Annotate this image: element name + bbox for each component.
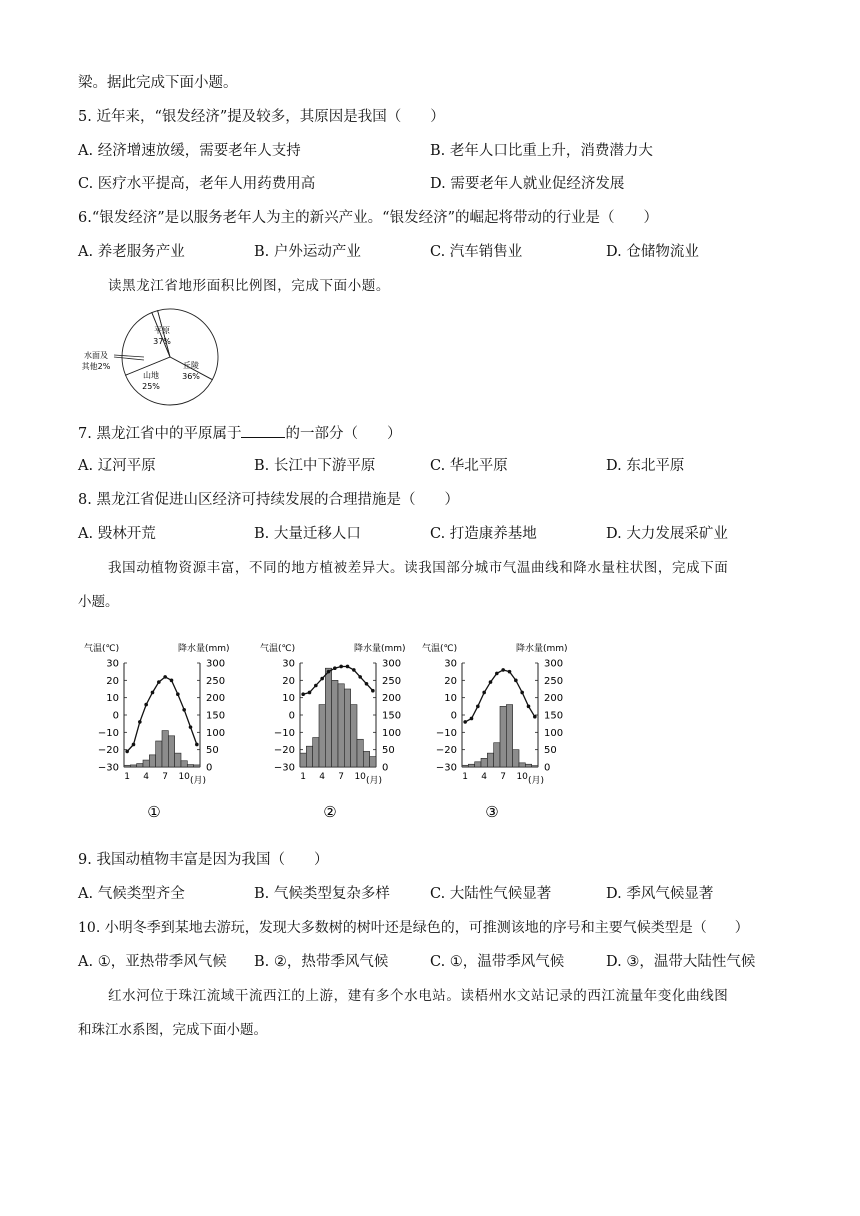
temperature-point <box>320 677 324 681</box>
climate-charts <box>78 635 598 825</box>
precipitation-bar <box>149 755 155 767</box>
left-tick-label: −30 <box>273 762 295 774</box>
precipitation-bar <box>487 753 493 767</box>
left-tick-label: −10 <box>435 727 457 739</box>
temperature-point <box>151 691 155 695</box>
x-tick-label: 7 <box>162 772 169 782</box>
q6-option-b: B. 户外运动产业 <box>254 244 361 260</box>
precipitation-bar <box>168 736 174 767</box>
river-intro-2: 和珠江水系图，完成下面小题。 <box>78 1022 267 1038</box>
temperature-point <box>527 705 531 709</box>
right-tick-label: 0 <box>544 762 551 774</box>
temperature-point <box>533 715 537 719</box>
right-axis-title: 降水量(mm) <box>178 644 230 654</box>
q9-option-c: C. 大陆性气候显著 <box>430 886 552 902</box>
temperature-point <box>308 691 312 695</box>
pie-label-mountains: 山地 <box>143 371 159 380</box>
right-tick-label: 150 <box>206 710 226 722</box>
x-axis-title: (月) <box>190 776 207 786</box>
q9-option-b: B. 气候类型复杂多样 <box>254 886 390 902</box>
q7-option-d: D. 东北平原 <box>606 458 685 474</box>
precipitation-bar <box>481 758 487 767</box>
temperature-point <box>195 743 199 747</box>
left-tick-label: −10 <box>97 727 119 739</box>
left-tick-label: 0 <box>450 710 457 722</box>
q6-option-d: D. 仓储物流业 <box>606 244 699 260</box>
precipitation-bar <box>137 764 143 767</box>
q10-option-a: A. ①，亚热带季风气候 <box>78 954 227 970</box>
right-tick-label: 150 <box>544 710 564 722</box>
temperature-point <box>182 708 186 712</box>
climate-chart-3 <box>422 642 568 821</box>
pie-intro: 读黑龙江省地形面积比例图，完成下面小题。 <box>108 278 390 294</box>
precipitation-bar <box>351 705 357 767</box>
right-tick-label: 300 <box>382 658 402 670</box>
climate-intro-2: 小题。 <box>78 594 119 610</box>
precipitation-bar <box>181 761 187 767</box>
precipitation-bar <box>306 746 312 767</box>
precipitation-bar <box>130 765 136 767</box>
precipitation-bar <box>124 765 130 767</box>
right-tick-label: 50 <box>544 745 557 757</box>
left-tick-label: −20 <box>435 745 457 757</box>
left-tick-label: −20 <box>97 745 119 757</box>
precipitation-bar <box>187 765 193 767</box>
x-tick-label: 10 <box>354 772 366 782</box>
chart-id-label: ③ <box>485 803 499 821</box>
x-tick-label: 10 <box>178 772 190 782</box>
q7-stem <box>78 423 401 444</box>
temperature-point <box>358 675 362 679</box>
temperature-point <box>501 668 505 672</box>
temperature-point <box>482 691 486 695</box>
precipitation-bar <box>325 668 331 767</box>
q8-option-a: A. 毁林开荒 <box>78 526 156 542</box>
pie-label-hills: 丘陵 <box>183 361 199 370</box>
climate-chart-2 <box>260 642 406 821</box>
left-tick-label: −10 <box>273 727 295 739</box>
right-tick-label: 0 <box>382 762 389 774</box>
temperature-point <box>301 692 305 696</box>
left-tick-label: 10 <box>106 693 119 705</box>
right-tick-label: 200 <box>382 693 402 705</box>
q6-option-c: C. 汽车销售业 <box>430 244 523 260</box>
chart-id-label: ① <box>147 803 161 821</box>
x-tick-label: 1 <box>124 772 131 782</box>
q5-stem: 5. 近年来，“银发经济”提及较多，其原因是我国（ ） <box>78 109 445 125</box>
right-axis-title: 降水量(mm) <box>354 644 406 654</box>
temperature-point <box>508 670 512 674</box>
climate-intro-1: 我国动植物资源丰富，不同的地方植被差异大。读我国部分城市气温曲线和降水量柱状图，完成下面 <box>108 560 729 576</box>
q8-stem: 8. 黑龙江省促进山区经济可持续发展的合理措施是（ ） <box>78 492 459 508</box>
temperature-point <box>132 743 136 747</box>
left-tick-label: 10 <box>444 693 457 705</box>
precipitation-bar <box>468 764 474 767</box>
right-tick-label: 250 <box>544 675 564 687</box>
right-tick-label: 100 <box>206 727 226 739</box>
q5-option-a: A. 经济增速放缓，需要老年人支持 <box>78 143 301 159</box>
pie-label-water: 水面及 <box>84 351 108 360</box>
q7-option-a: A. 辽河平原 <box>78 458 156 474</box>
x-axis-title: (月) <box>528 776 545 786</box>
precipitation-bar <box>370 757 376 767</box>
temperature-point <box>476 705 480 709</box>
intro-tail: 梁。据此完成下面小题。 <box>78 75 238 91</box>
precipitation-bar <box>494 743 500 767</box>
right-tick-label: 200 <box>206 693 226 705</box>
q9-option-a: A. 气候类型齐全 <box>78 886 185 902</box>
temperature-point <box>371 689 375 693</box>
temperature-point <box>327 670 331 674</box>
q8-option-b: B. 大量迁移人口 <box>254 526 361 542</box>
q6-option-a: A. 养老服务产业 <box>78 244 185 260</box>
q10-stem: 10. 小明冬季到某地去游玩，发现大多数树的树叶还是绿色的，可推测该地的序号和主要气候类型是（ ） <box>78 920 749 936</box>
left-axis-title: 气温(℃) <box>84 644 120 654</box>
left-tick-label: 20 <box>106 675 119 687</box>
climate-chart-1 <box>84 642 230 821</box>
temperature-point <box>514 679 518 683</box>
q9-stem: 9. 我国动植物丰富是因为我国（ ） <box>78 852 329 868</box>
x-tick-label: 1 <box>300 772 307 782</box>
precipitation-bar <box>344 689 350 767</box>
q7-stem-end: 的一部分（ ） <box>285 426 402 442</box>
precipitation-bar <box>519 763 525 767</box>
left-tick-label: −30 <box>435 762 457 774</box>
pie-label-plain-value: 37% <box>153 337 171 346</box>
x-tick-label: 10 <box>516 772 528 782</box>
left-tick-label: −20 <box>273 745 295 757</box>
temperature-point <box>176 692 180 696</box>
q7-option-c: C. 华北平原 <box>430 458 508 474</box>
temperature-point <box>333 666 337 670</box>
x-tick-label: 1 <box>462 772 469 782</box>
pie-label-plain: 平原 <box>154 326 170 335</box>
pie-slices <box>122 309 218 405</box>
precipitation-bar <box>363 751 369 767</box>
right-tick-label: 300 <box>544 658 564 670</box>
precipitation-bar <box>475 762 481 767</box>
right-tick-label: 50 <box>382 745 395 757</box>
left-tick-label: 20 <box>282 675 295 687</box>
left-tick-label: 10 <box>282 693 295 705</box>
precipitation-bar <box>338 684 344 767</box>
left-tick-label: 30 <box>282 658 295 670</box>
right-tick-label: 250 <box>206 675 226 687</box>
right-tick-label: 0 <box>206 762 213 774</box>
precipitation-bar <box>506 705 512 767</box>
temperature-point <box>163 675 167 679</box>
precipitation-bar <box>175 753 181 767</box>
pie-label-mountains-value: 25% <box>142 382 160 391</box>
precipitation-bar <box>525 764 531 767</box>
q7-stem-start: 7. 黑龙江省中的平原属于 <box>78 426 242 442</box>
left-tick-label: 30 <box>106 658 119 670</box>
river-intro-1: 红水河位于珠江流域干流西江的上游，建有多个水电站。读梧州水文站记录的西江流量年变化曲线图 <box>108 988 729 1004</box>
right-tick-label: 300 <box>206 658 226 670</box>
pie-label-water-value: 其他2% <box>81 362 111 371</box>
pie-label-hills-value: 36% <box>182 372 200 381</box>
temperature-point <box>470 717 474 721</box>
temperature-point <box>346 665 350 669</box>
temperature-point <box>339 665 343 669</box>
left-tick-label: 30 <box>444 658 457 670</box>
left-axis-title: 气温(℃) <box>422 644 458 654</box>
chart-id-label: ② <box>323 803 337 821</box>
x-tick-label: 4 <box>319 772 326 782</box>
precipitation-bar <box>532 766 538 767</box>
right-tick-label: 150 <box>382 710 402 722</box>
x-tick-label: 4 <box>143 772 150 782</box>
q8-option-d: D. 大力发展采矿业 <box>606 526 728 542</box>
right-tick-label: 100 <box>544 727 564 739</box>
q8-option-c: C. 打造康养基地 <box>430 526 537 542</box>
precipitation-bar <box>357 739 363 767</box>
right-axis-title: 降水量(mm) <box>516 644 568 654</box>
left-tick-label: 0 <box>112 710 119 722</box>
q10-option-d: D. ③，温带大陆性气候 <box>606 954 756 970</box>
right-tick-label: 100 <box>382 727 402 739</box>
q5-option-c: C. 医疗水平提高，老年人用药费用高 <box>78 176 316 192</box>
q10-option-c: C. ①，温带季风气候 <box>430 954 565 970</box>
q5-option-d: D. 需要老年人就业促经济发展 <box>430 176 625 192</box>
temperature-point <box>314 684 318 688</box>
q7-option-b: B. 长江中下游平原 <box>254 458 376 474</box>
temperature-point <box>463 720 467 724</box>
precipitation-bar <box>156 741 162 767</box>
temperature-point <box>489 680 493 684</box>
precipitation-bar <box>332 680 338 767</box>
x-tick-label: 7 <box>338 772 345 782</box>
precipitation-bar <box>500 706 506 767</box>
left-tick-label: 20 <box>444 675 457 687</box>
temperature-point <box>352 668 356 672</box>
precipitation-bar <box>143 760 149 767</box>
precipitation-bar <box>313 738 319 767</box>
left-tick-label: −30 <box>97 762 119 774</box>
left-axis-title: 气温(℃) <box>260 644 296 654</box>
temperature-point <box>495 672 499 676</box>
x-axis-title: (月) <box>366 776 383 786</box>
precipitation-bar <box>300 753 306 767</box>
temperature-point <box>170 679 174 683</box>
terrain-pie-chart <box>78 305 238 415</box>
precipitation-bar <box>319 705 325 767</box>
q7-blank <box>241 423 285 438</box>
q9-option-d: D. 季风气候显著 <box>606 886 714 902</box>
right-tick-label: 50 <box>206 745 219 757</box>
q10-option-b: B. ②，热带季风气候 <box>254 954 389 970</box>
q5-option-b: B. 老年人口比重上升，消费潜力大 <box>430 143 653 159</box>
q6-stem: 6.“银发经济”是以服务老年人为主的新兴产业。“银发经济”的崛起将带动的行业是（ ） <box>78 210 658 226</box>
temperature-point <box>138 720 142 724</box>
temperature-point <box>157 680 161 684</box>
precipitation-bar <box>513 750 519 767</box>
precipitation-bar <box>194 765 200 767</box>
temperature-point <box>144 703 148 707</box>
temperature-point <box>365 682 369 686</box>
left-tick-label: 0 <box>288 710 295 722</box>
precipitation-bar <box>162 731 168 767</box>
x-tick-label: 4 <box>481 772 488 782</box>
right-tick-label: 250 <box>382 675 402 687</box>
precipitation-bar <box>462 765 468 767</box>
temperature-point <box>520 691 524 695</box>
x-tick-label: 7 <box>500 772 507 782</box>
right-tick-label: 200 <box>544 693 564 705</box>
temperature-point <box>189 725 193 729</box>
temperature-point <box>125 750 129 754</box>
